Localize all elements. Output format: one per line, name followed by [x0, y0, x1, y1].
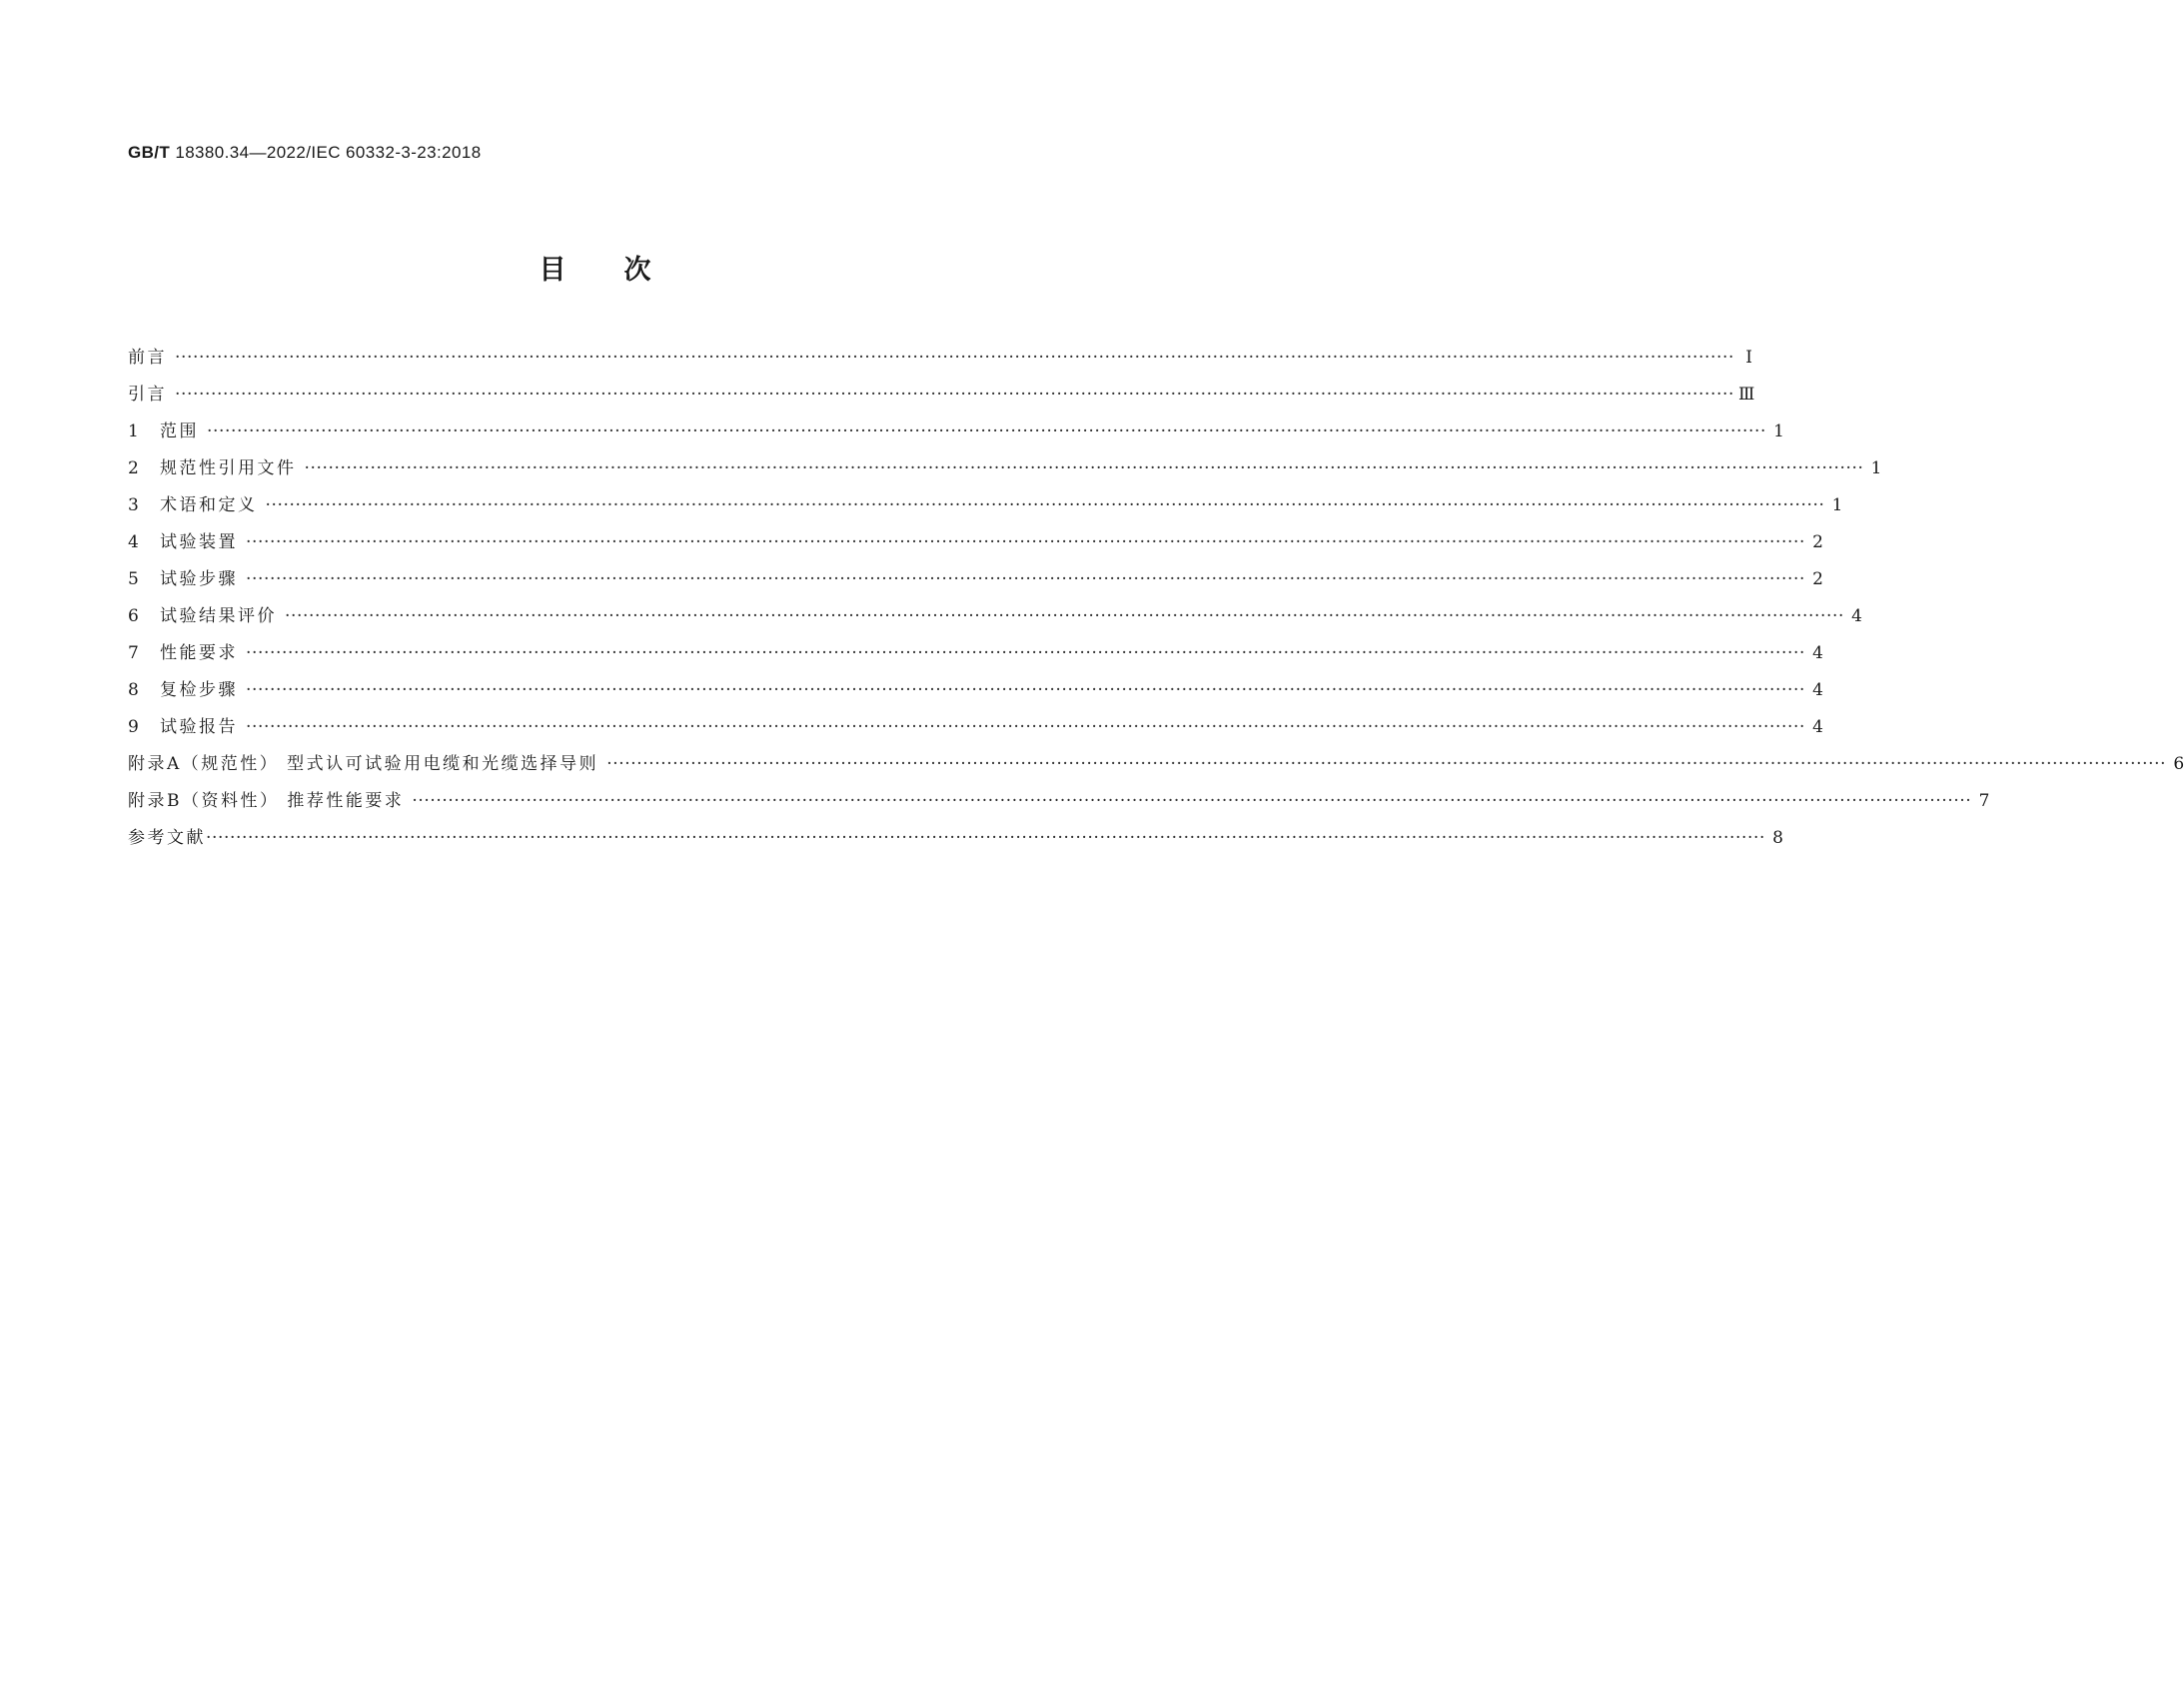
toc-entry-2[interactable] [128, 453, 1882, 490]
toc-entry-page: 4 [1812, 717, 1823, 737]
toc-entry-label: 规范性引用文件 [160, 458, 297, 478]
toc-entry-page: 4 [1812, 680, 1823, 700]
document-header [128, 143, 482, 163]
toc-entry-5[interactable] [128, 564, 1823, 601]
toc-entry-label: 性能要求 [160, 643, 238, 663]
page-title: 目次 [539, 255, 709, 286]
toc-entry-page: 1 [1773, 421, 1784, 441]
toc-entry-page: 6 [2173, 754, 2184, 774]
standard-code: GB/T [128, 143, 171, 162]
toc-entry-page: 1 [1831, 495, 1843, 515]
toc-entry-label: 附录A（规范性） 型式认可试验用电缆和光缆选择导则 [128, 754, 599, 774]
toc-entry-number: 1 [128, 421, 139, 441]
toc-entry-number: 8 [128, 680, 139, 700]
toc-entry-number: 9 [128, 717, 139, 737]
toc-entry-label: 术语和定义 [160, 495, 258, 515]
toc-entry-label: 附录B（资料性） 推荐性能要求 [128, 791, 405, 811]
toc-entry-label: 试验装置 [160, 532, 238, 552]
toc-entry-page: 2 [1812, 569, 1823, 589]
toc-entry-page: 4 [1812, 643, 1823, 663]
toc-entry-page: Ⅲ [1738, 385, 1755, 405]
toc-entry-page: 1 [1870, 458, 1882, 478]
toc-leader-dots: ···································································································································································································································································· [246, 532, 1805, 552]
toc-entry-appendix-a[interactable] [128, 749, 2184, 786]
toc-entry-number: 2 [128, 458, 139, 478]
toc-entry-label: 试验步骤 [160, 569, 238, 589]
toc-entry-label: 复检步骤 [160, 680, 238, 700]
toc-entry-4[interactable] [128, 527, 1823, 564]
toc-entry-3[interactable] [128, 490, 1843, 527]
toc-entry-foreword[interactable] [128, 343, 1752, 380]
toc-leader-dots: ···································································································································································································································································· [206, 828, 1765, 848]
standard-number: 18380.34—2022/IEC 60332-3-23:2018 [175, 143, 482, 162]
toc-entry-label: 前言 [128, 348, 167, 368]
toc-leader-dots: ···································································································································································································································································· [246, 643, 1805, 663]
toc-entry-introduction[interactable] [128, 380, 1755, 417]
toc-entry-appendix-b[interactable] [128, 786, 1990, 823]
table-of-contents [128, 343, 2184, 860]
toc-entry-page: 7 [1978, 791, 1990, 811]
toc-entry-page: Ⅰ [1745, 348, 1752, 368]
toc-leader-dots: ···································································································································································································································································· [606, 754, 2167, 774]
toc-entry-bibliography[interactable] [128, 823, 1783, 860]
toc-leader-dots: ···································································································································································································································································· [412, 791, 1972, 811]
toc-entry-label: 试验结果评价 [160, 606, 277, 626]
toc-entry-page: 4 [1851, 606, 1862, 626]
toc-leader-dots: ···································································································································································································································································· [246, 680, 1805, 700]
toc-entry-number: 7 [128, 643, 139, 663]
toc-leader-dots: ···································································································································································································································································· [246, 569, 1805, 589]
toc-entry-8[interactable] [128, 675, 1823, 712]
toc-leader-dots: ···································································································································································································································································· [207, 421, 1766, 441]
toc-leader-dots: ···································································································································································································································································· [246, 717, 1805, 737]
toc-entry-1[interactable] [128, 417, 1784, 453]
toc-entry-label: 参考文献 [128, 828, 206, 848]
toc-entry-9[interactable] [128, 712, 1823, 749]
toc-leader-dots: ···································································································································································································································································· [285, 606, 1844, 626]
toc-entry-number: 3 [128, 495, 139, 515]
toc-leader-dots: ···································································································································································································································································· [175, 348, 1734, 368]
toc-entry-label: 引言 [128, 385, 167, 405]
toc-leader-dots: ···································································································································································································································································· [265, 495, 1825, 515]
toc-entry-number: 4 [128, 532, 139, 552]
toc-entry-6[interactable] [128, 601, 1862, 638]
toc-leader-dots: ···································································································································································································································································· [175, 385, 1734, 405]
toc-entry-label: 试验报告 [160, 717, 238, 737]
toc-leader-dots: ···································································································································································································································································· [304, 458, 1864, 478]
toc-entry-page: 8 [1772, 828, 1783, 848]
toc-entry-7[interactable] [128, 638, 1823, 675]
toc-entry-page: 2 [1812, 532, 1823, 552]
toc-entry-number: 5 [128, 569, 139, 589]
toc-entry-number: 6 [128, 606, 139, 626]
toc-entry-label: 范围 [160, 421, 199, 441]
